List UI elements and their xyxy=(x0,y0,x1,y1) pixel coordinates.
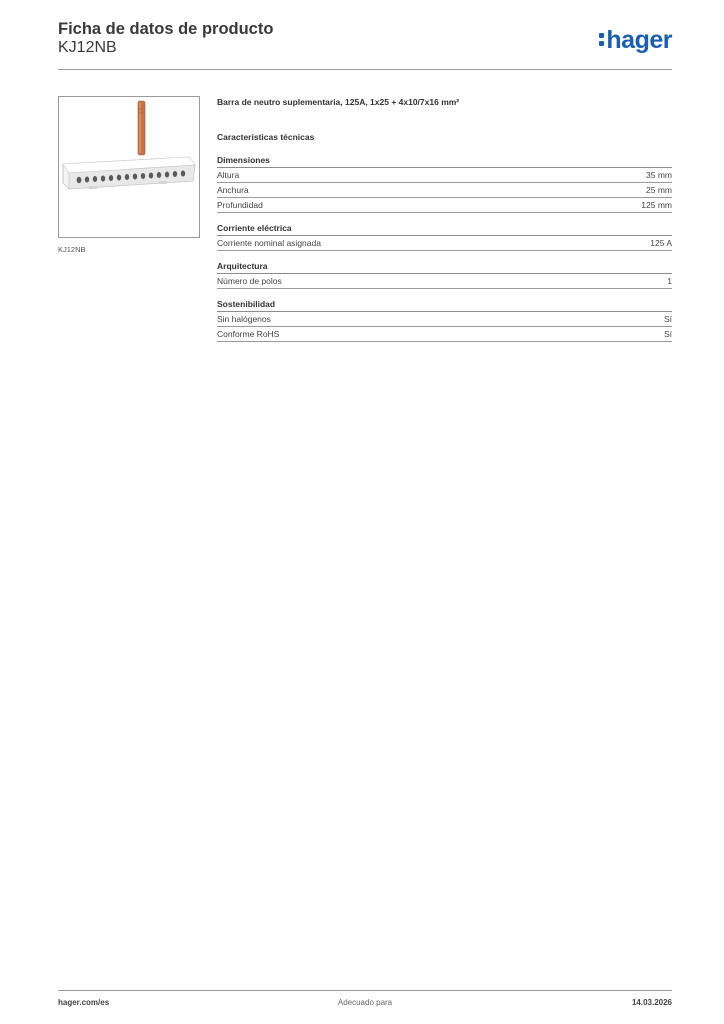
spec-label: Corriente nominal asignada xyxy=(217,238,321,248)
spec-value: 35 mm xyxy=(646,170,672,180)
spec-group-electric-current xyxy=(217,223,672,251)
technical-characteristics-heading: Características técnicas xyxy=(217,132,315,142)
spec-row xyxy=(217,274,672,289)
spec-value: Sí xyxy=(663,314,672,324)
website-link[interactable]: hager.com/es xyxy=(58,998,110,1007)
spec-row xyxy=(217,168,672,183)
spec-row xyxy=(217,312,672,327)
spec-group-dimensions xyxy=(217,155,672,213)
group-title: Sostenibilidad xyxy=(217,299,672,312)
spec-group-sustainability xyxy=(217,299,672,342)
spec-value: 125 A xyxy=(650,238,672,248)
spec-value: 25 mm xyxy=(646,185,672,195)
product-description: Barra de neutro suplementaria, 125A, 1x25 + 4x10/7x16 mm² xyxy=(217,97,460,107)
spec-value: 125 mm xyxy=(641,200,672,210)
document-title: Ficha de datos de producto xyxy=(58,20,274,38)
specifications-panel xyxy=(217,96,672,342)
group-title: Dimensiones xyxy=(217,155,672,168)
footer-date: 14.03.2026 xyxy=(631,998,672,1007)
image-caption: KJ12NB xyxy=(58,245,86,254)
logo-text: hager xyxy=(606,26,672,54)
spec-value: Sí xyxy=(663,329,672,339)
spec-label: Altura xyxy=(217,170,240,180)
spec-row xyxy=(217,327,672,342)
footer-suitable-for: Adecuado para xyxy=(337,998,393,1007)
spec-row xyxy=(217,236,672,251)
neutral-bar-illustration xyxy=(59,97,199,237)
group-title: Arquitectura xyxy=(217,261,672,274)
page-header xyxy=(58,20,672,70)
product-code: KJ12NB xyxy=(58,39,117,56)
product-image xyxy=(58,96,200,238)
footer-divider xyxy=(58,990,672,991)
spec-label: Sin halógenos xyxy=(217,314,271,324)
spec-value: 1 xyxy=(667,276,672,286)
spec-label: Anchura xyxy=(217,185,249,195)
spec-row xyxy=(217,198,672,213)
spec-label: Número de polos xyxy=(217,276,282,286)
logo-dots-icon xyxy=(599,30,604,50)
spec-row xyxy=(217,183,672,198)
spec-label: Profundidad xyxy=(217,200,263,210)
page-footer xyxy=(58,998,672,1010)
header-divider xyxy=(58,69,672,70)
spec-label: Conforme RoHS xyxy=(217,329,280,339)
group-title: Corriente eléctrica xyxy=(217,223,672,236)
hager-logo xyxy=(599,26,672,55)
spec-group-architecture xyxy=(217,261,672,289)
